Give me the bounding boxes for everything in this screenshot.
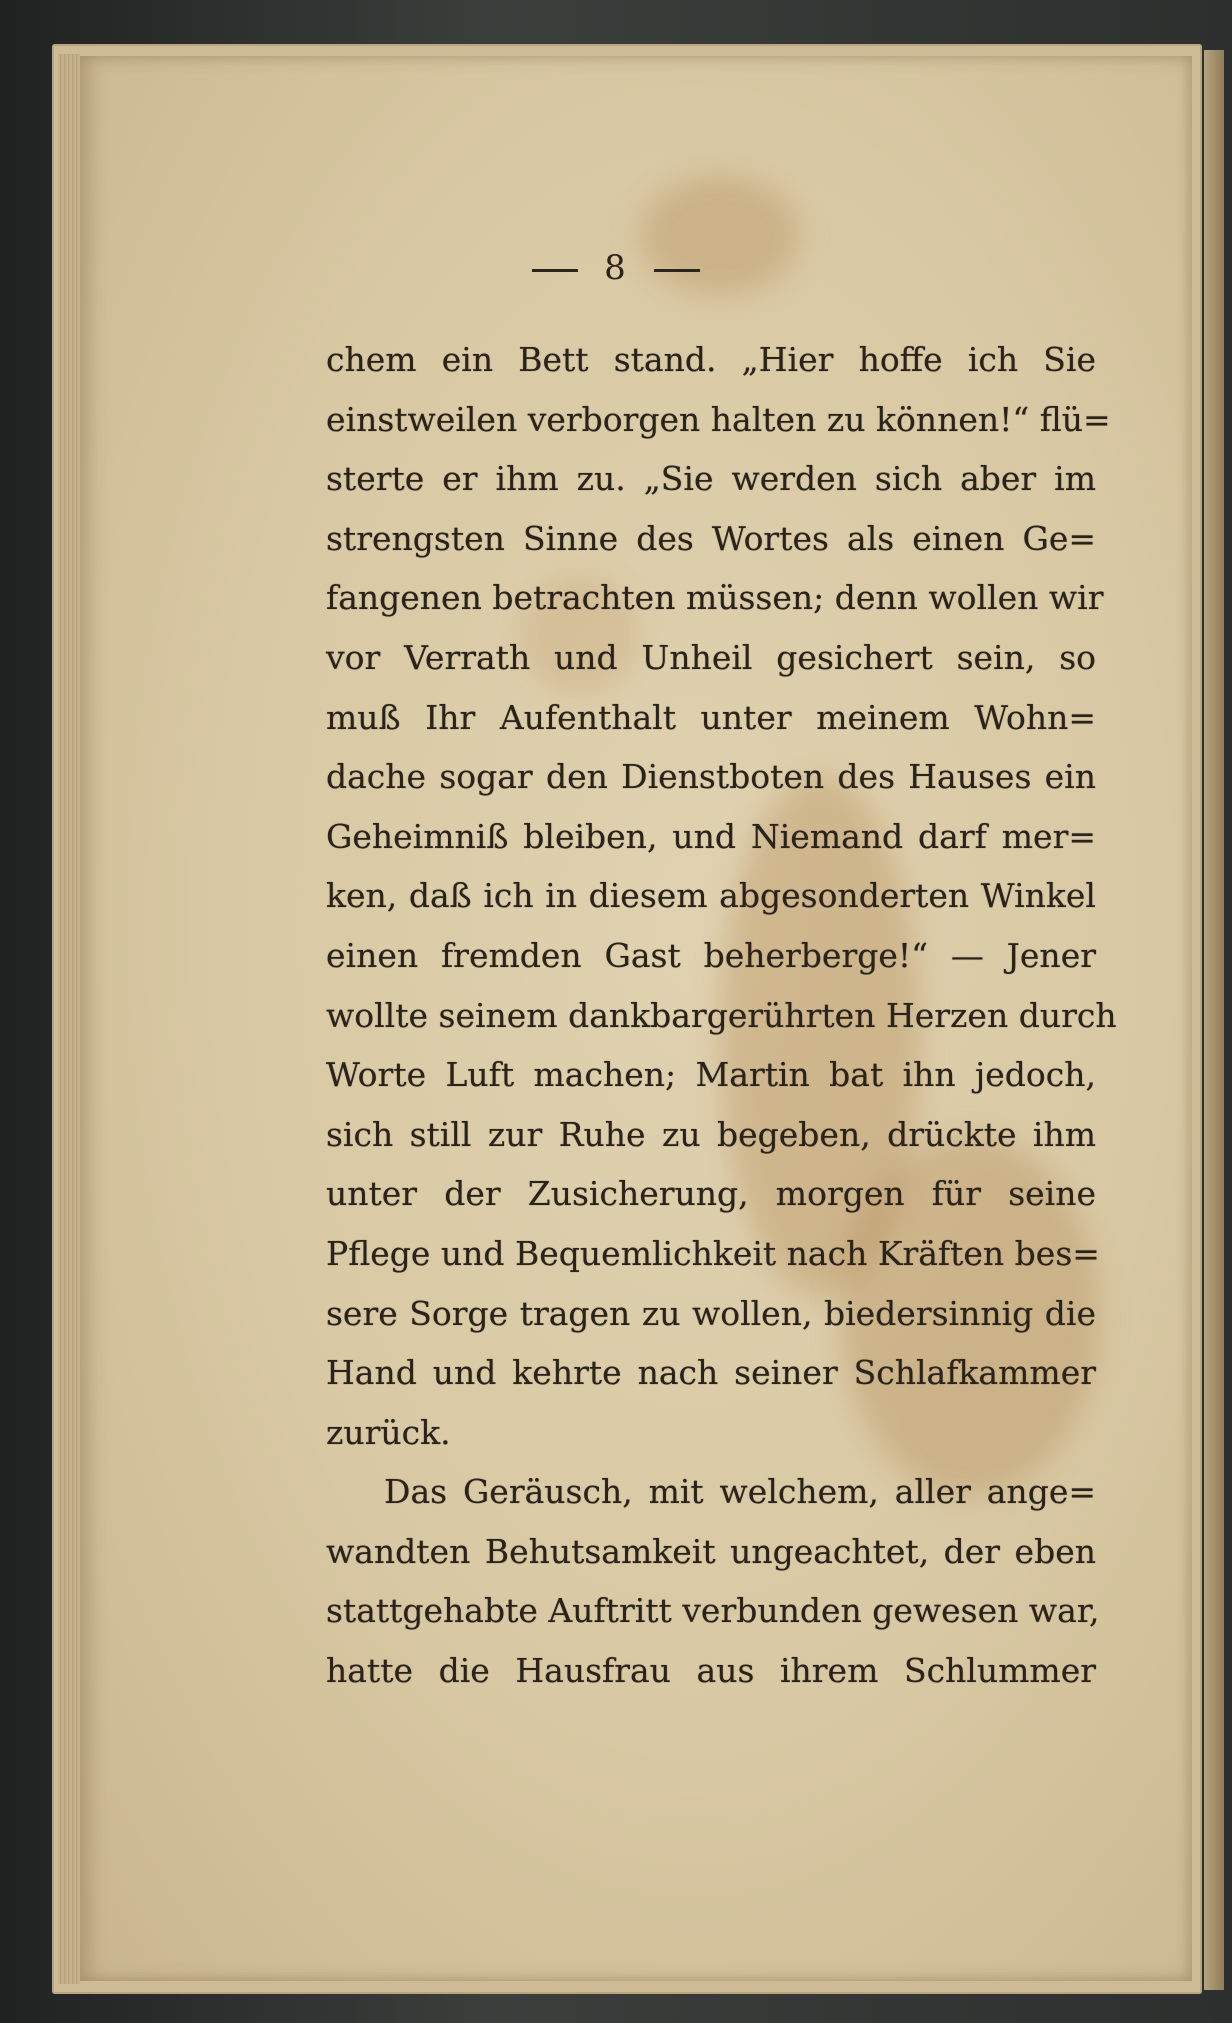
- text-line: einstweilen verborgen halten zu können!“ flü=: [326, 399, 1111, 439]
- body-text: [326, 330, 1117, 1701]
- text-line: Pflege und Bequemlichkeit nach Kräften bes=: [326, 1233, 1100, 1273]
- text-line: dache sogar den Dienstboten des Hauses ein: [326, 757, 1096, 797]
- text-line: hatte die Hausfrau aus ihrem Schlummer: [326, 1651, 1096, 1691]
- text-line: fangenen betrachten müssen; denn wollen wir: [326, 578, 1104, 618]
- text-line: Geheimniß bleiben, und Niemand darf mer=: [326, 816, 1096, 856]
- text-line: stattgehabte Auftritt verbunden gewesen war,: [326, 1591, 1100, 1631]
- text-line: zurück.: [326, 1412, 451, 1452]
- page-header: [0, 248, 1232, 288]
- text-line: sterte er ihm zu. „Sie werden sich aber im: [326, 459, 1096, 499]
- page-number: 8: [604, 248, 628, 288]
- text-line: sere Sorge tragen zu wollen, biedersinnig die: [326, 1293, 1096, 1333]
- header-dash-left: [532, 269, 578, 272]
- text-line: ken, daß ich in diesem abgesonderten Winkel: [326, 876, 1096, 916]
- text-line: einen fremden Gast beherberge!“ — Jener: [326, 935, 1096, 975]
- text-line: unter der Zusicherung, morgen für seine: [326, 1174, 1096, 1214]
- text-line: vor Verrath und Unheil gesichert sein, so: [326, 637, 1096, 677]
- text-line: Hand und kehrte nach seiner Schlafkammer: [326, 1353, 1096, 1393]
- text-line: Worte Luft machen; Martin bat ihn jedoch,: [326, 1055, 1096, 1095]
- text-line: wandten Behutsamkeit ungeachtet, der eben: [326, 1531, 1096, 1571]
- text-line: sich still zur Ruhe zu begeben, drückte ihm: [326, 1114, 1096, 1154]
- header-dash-right: [654, 269, 700, 272]
- binding-edge: [1204, 50, 1224, 1990]
- text-line: strengsten Sinne des Wortes als einen Ge=: [326, 518, 1096, 558]
- text-line: wollte seinem dankbargerührten Herzen durch: [326, 995, 1117, 1035]
- text-line: chem ein Bett stand. „Hier hoffe ich Sie: [326, 340, 1096, 379]
- text-line: muß Ihr Aufenthalt unter meinem Wohn=: [326, 697, 1096, 737]
- text-line: Das Geräusch, mit welchem, aller ange=: [384, 1472, 1096, 1512]
